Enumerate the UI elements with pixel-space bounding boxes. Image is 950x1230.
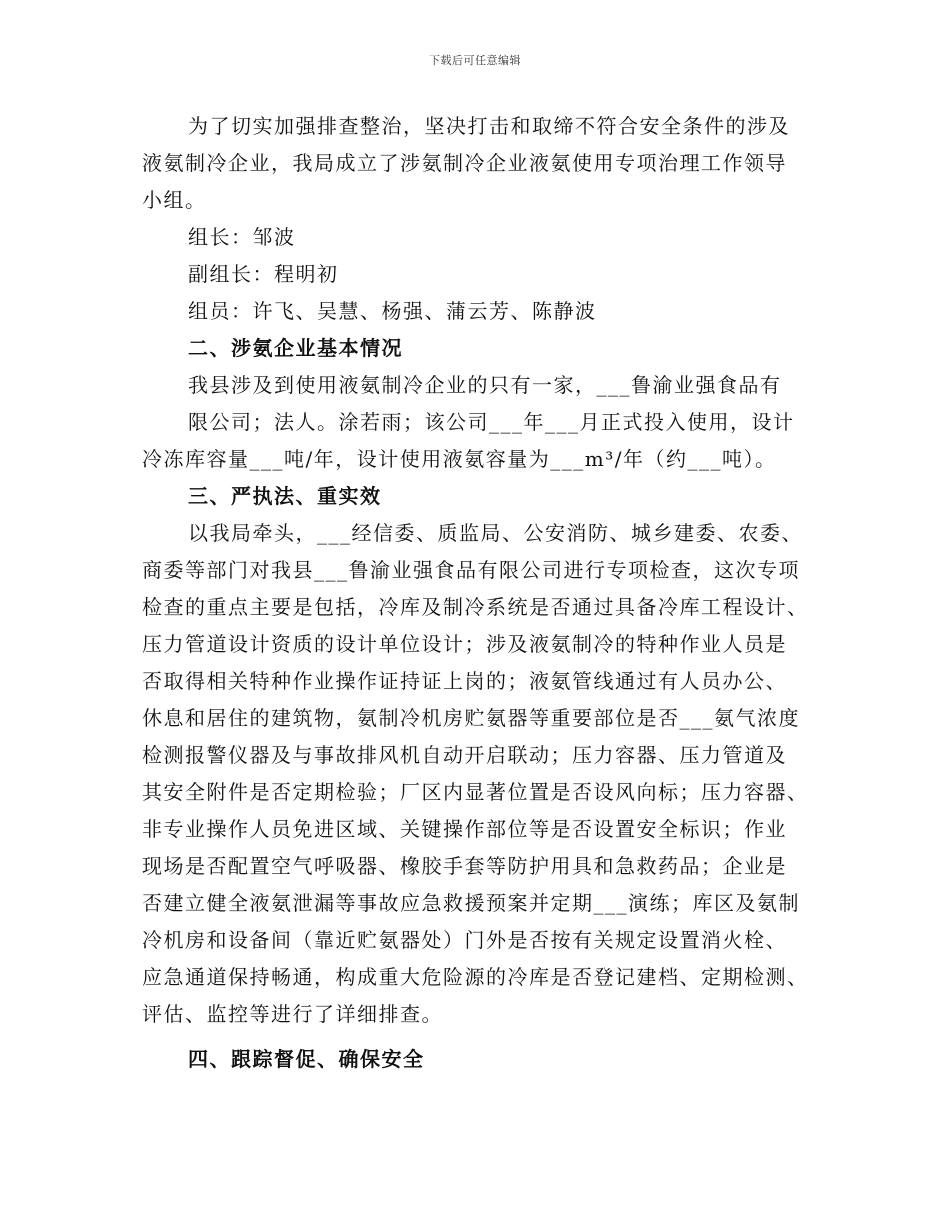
paragraph-line: 小组。 xyxy=(142,188,207,212)
paragraph-line: 检测报警仪器及与事故排风机自动开启联动；压力容器、压力管道及 xyxy=(142,743,787,767)
paragraph-line: 否建立健全液氨泄漏等事故应急救援预案并定期___演练；库区及氨制 xyxy=(142,891,800,915)
spacer xyxy=(142,1033,822,1041)
document-body xyxy=(142,108,822,1078)
paragraph-line: 应急通道保持畅通，构成重大危险源的冷库是否登记建档、定期检测、 xyxy=(142,965,809,989)
section-heading: 四、跟踪督促、确保安全 xyxy=(188,1047,425,1071)
paragraph-line: 冷机房和设备间（靠近贮氨器处）门外是否按有关规定设置消火栓、 xyxy=(142,928,787,952)
paragraph-line: 休息和居住的建筑物，氨制冷机房贮氨器等重要部位是否___氨气浓度 xyxy=(142,706,800,730)
paragraph-line: 限公司；法人。涂若雨；该公司___年___月正式投入使用，设计 xyxy=(188,410,795,434)
members-line: 组员：许飞、吴慧、杨强、蒲云芳、陈静波 xyxy=(188,299,597,323)
section-heading: 二、涉氨企业基本情况 xyxy=(188,336,403,360)
page-header: 下载后可任意编辑 xyxy=(429,54,521,67)
deputy-leader-line: 副组长：程明初 xyxy=(188,262,339,286)
paragraph-line: 现场是否配置空气呼吸器、橡胶手套等防护用具和急救药品；企业是 xyxy=(142,854,787,878)
paragraph-line: 液氨制冷企业，我局成立了涉氨制冷企业液氨使用专项治理工作领导 xyxy=(142,151,787,175)
paragraph-line: 商委等部门对我县___鲁渝业强食品有限公司进行专项检查，这次专项 xyxy=(142,558,800,582)
paragraph-line: 检查的重点主要是包括，冷库及制冷系统是否通过具备冷库工程设计、 xyxy=(142,595,809,619)
paragraph-line: 评估、监控等进行了详细排查。 xyxy=(142,1002,443,1026)
paragraph-line: 为了切实加强排查整治，坚决打击和取缔不符合安全条件的涉及 xyxy=(188,114,790,138)
paragraph-line: 其安全附件是否定期检验；厂区内显著位置是否设风向标；压力容器、 xyxy=(142,780,809,804)
leader-line: 组长：邹波 xyxy=(188,225,296,249)
paragraph-line: 以我局牵头，___经信委、质监局、公安消防、城乡建委、农委、 xyxy=(188,521,803,545)
paragraph-line: 冷冻库容量___吨/年，设计使用液氨容量为___m³/年（约___吨）。 xyxy=(142,447,777,471)
paragraph-line: 非专业操作人员免进区域、关键操作部位等是否设置安全标识；作业 xyxy=(142,817,787,841)
section-heading: 三、严执法、重实效 xyxy=(188,484,382,508)
paragraph-line: 压力管道设计资质的设计单位设计；涉及液氨制冷的特种作业人员是 xyxy=(142,632,787,656)
paragraph-line: 否取得相关特种作业操作证持证上岗的；液氨管线通过有人员办公、 xyxy=(142,669,787,693)
paragraph-line: 我县涉及到使用液氨制冷企业的只有一家，___鲁渝业强食品有 xyxy=(188,373,782,397)
